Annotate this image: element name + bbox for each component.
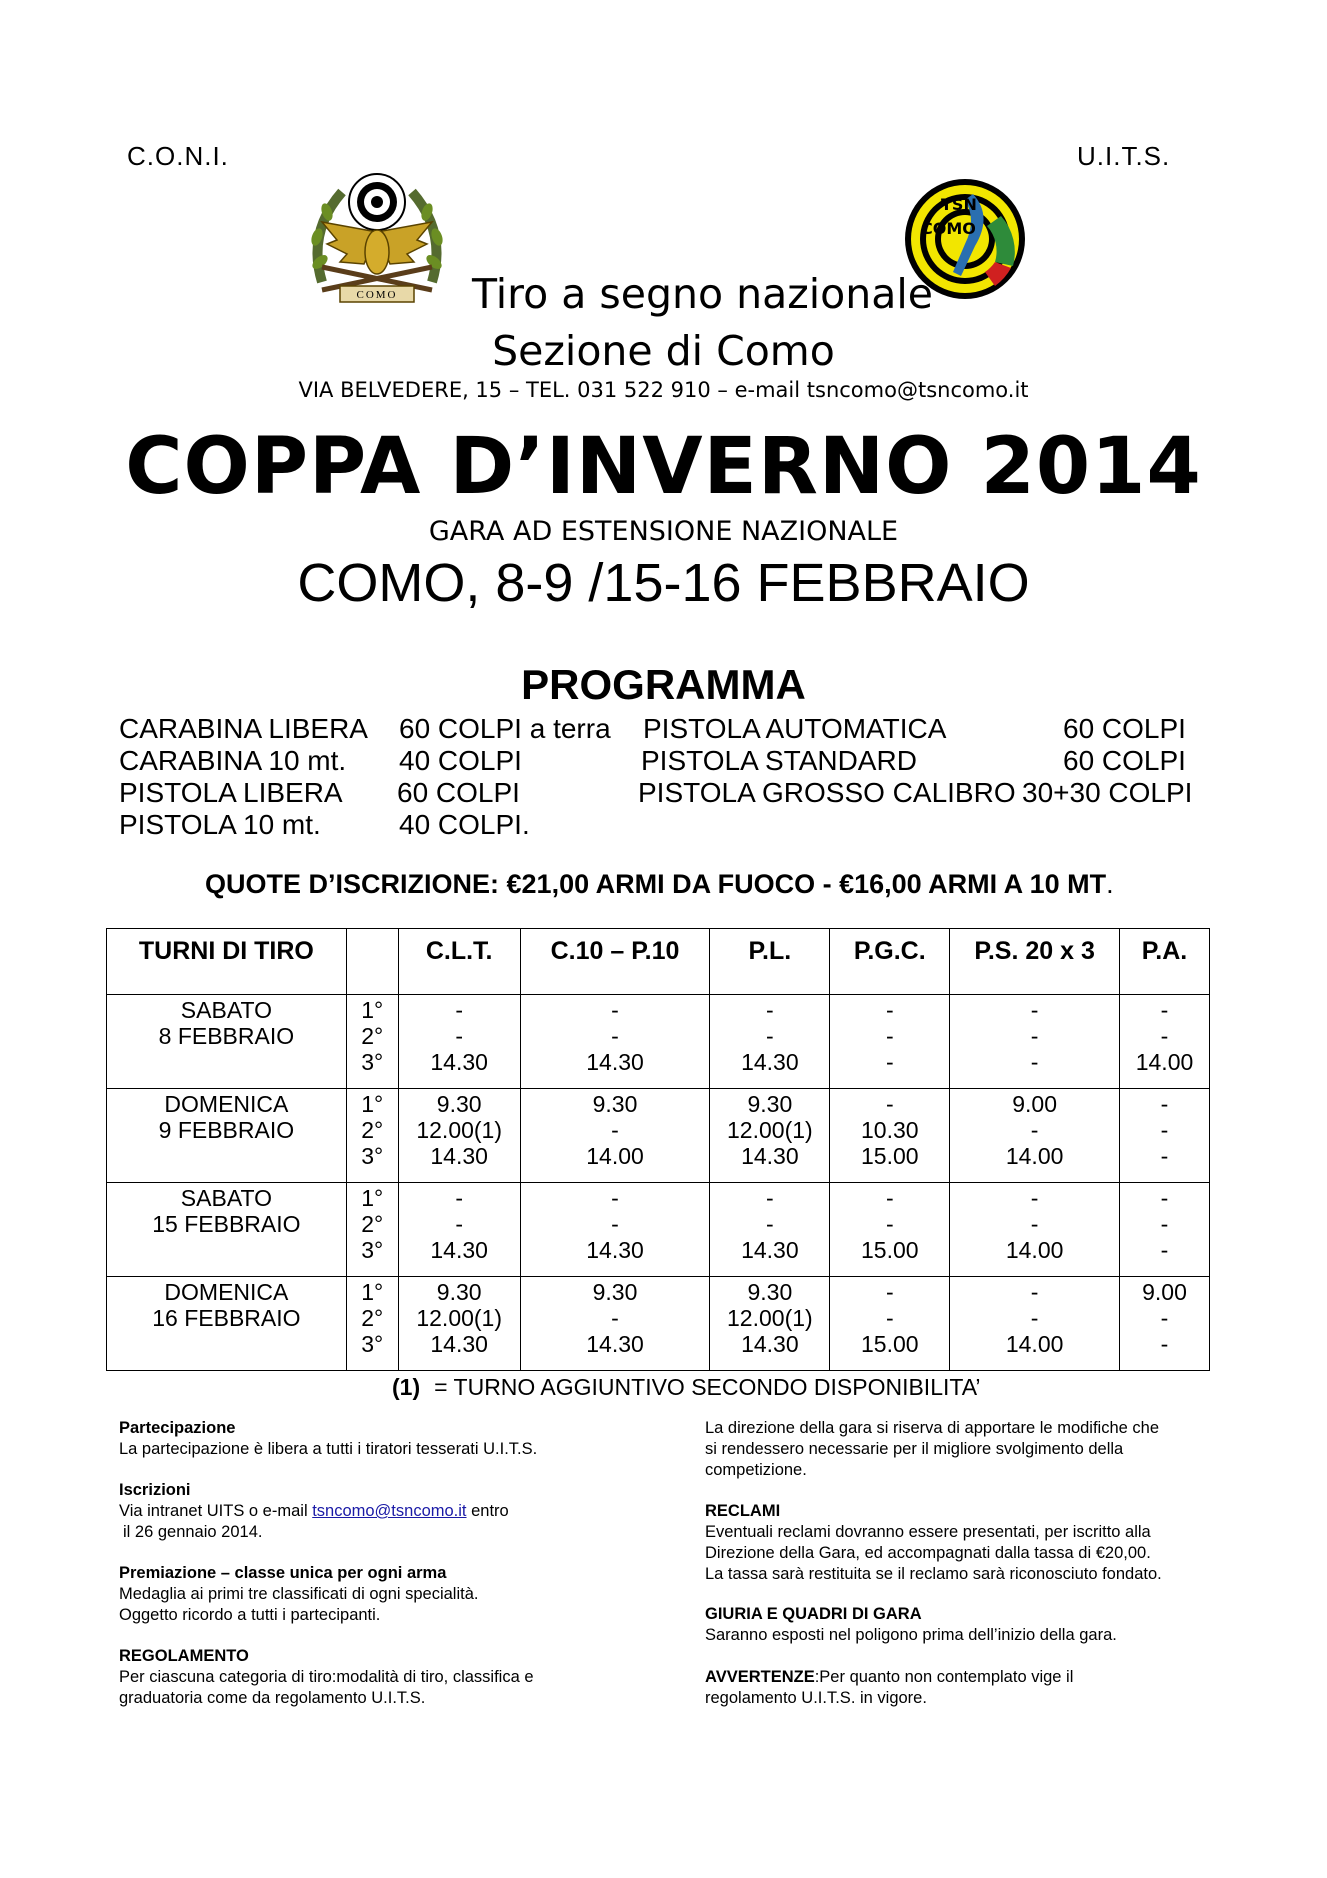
cell-line: 14.30 (741, 1237, 799, 1263)
cell-line: 10.30 (861, 1117, 919, 1143)
section-text: Direzione della Gara, ed accompagnati dalla tassa di €20,00. (705, 1544, 1151, 1562)
cell-line: - (1030, 1185, 1039, 1211)
time-cell (710, 1089, 830, 1183)
programma-heading: PROGRAMMA (521, 661, 806, 708)
cell-line: 15.00 (861, 1331, 919, 1357)
cell-line: - (1160, 1143, 1169, 1169)
cell-line: - (611, 1023, 619, 1049)
time-cell (830, 995, 950, 1089)
program-item-name: CARABINA 10 mt. (119, 745, 347, 776)
fees-end: . (1106, 869, 1114, 899)
time-cell (830, 1183, 950, 1277)
cell-line: 14.00 (1005, 1331, 1064, 1357)
emblem-como-text: COMO (356, 289, 398, 301)
footnote-mark: (1) (392, 1374, 421, 1400)
cell-line: 9 FEBBRAIO (158, 1117, 295, 1143)
cell-line: 3° (361, 1237, 384, 1263)
cell-line: 3° (361, 1049, 384, 1075)
cell-line: - (1160, 1331, 1169, 1357)
turn-index-cell (346, 1277, 398, 1371)
cell-line: 2° (361, 1211, 384, 1237)
header-pa: P.A. (1120, 929, 1210, 995)
cell-line: - (1160, 1185, 1169, 1211)
uits-label: U.I.T.S. (1077, 141, 1171, 171)
time-cell (710, 995, 830, 1089)
cell-line: - (885, 1211, 894, 1237)
cell-line: 14.30 (741, 1143, 799, 1169)
section-partecipazione (119, 1418, 679, 1460)
header-turn-index (346, 929, 398, 995)
cell-line: - (455, 1211, 464, 1237)
cell-line: 3° (361, 1143, 384, 1169)
section-heading: RECLAMI (705, 1502, 781, 1520)
section-text: il 26 gennaio 2014. (123, 1523, 263, 1541)
cell-line: - (1030, 997, 1039, 1023)
cell-line: 14.30 (430, 1331, 488, 1357)
section-iscrizioni (119, 1480, 679, 1543)
section-regolamento (119, 1646, 679, 1709)
cell-line: - (1160, 1091, 1169, 1117)
cell-line: - (1030, 1211, 1039, 1237)
program-item-name: PISTOLA AUTOMATICA (643, 713, 947, 744)
cell-line: 14.30 (586, 1331, 644, 1357)
section-text: Per ciascuna categoria di tiro:modalità di tiro, classifica e (119, 1668, 534, 1686)
cell-line: 16 FEBBRAIO (152, 1305, 301, 1331)
time-cell (520, 995, 710, 1089)
program-item-name: PISTOLA STANDARD (641, 745, 917, 776)
coni-label: C.O.N.I. (127, 141, 229, 171)
fees-text: €21,00 ARMI DA FUOCO - €16,00 ARMI A 10 MT (499, 869, 1107, 899)
section-reclami (705, 1501, 1265, 1585)
section-text: competizione. (705, 1461, 807, 1479)
cell-line: - (611, 997, 619, 1023)
section-text: La tassa sarà restituita se il reclamo sarà riconosciuto fondato. (705, 1565, 1162, 1583)
cell-line: - (1160, 1117, 1169, 1143)
section-heading: Premiazione – classe unica per ogni arma (119, 1564, 447, 1582)
cell-line: 12.00(1) (416, 1117, 503, 1143)
cell-line: 2° (361, 1305, 384, 1331)
table-row (107, 1277, 1210, 1371)
time-cell (398, 1089, 520, 1183)
org-name-line1: Tiro a segno nazionale (472, 270, 933, 318)
cell-line: 15 FEBBRAIO (152, 1211, 301, 1237)
cell-line: 14.30 (430, 1143, 488, 1169)
program-item-name: PISTOLA 10 mt. (119, 809, 321, 840)
header-ps: P.S. 20 x 3 (950, 929, 1120, 995)
cell-line: 14.00 (586, 1143, 644, 1169)
cell-line: 3° (361, 1331, 384, 1357)
fees-label: QUOTE D’ISCRIZIONE: (205, 869, 500, 899)
section-text: Saranno esposti nel poligono prima dell’inizio della gara. (705, 1626, 1117, 1644)
program-item-shots: 60 COLPI a terra (399, 713, 611, 744)
cell-line: 12.00(1) (416, 1305, 503, 1331)
cell-line: 9.30 (592, 1279, 638, 1305)
cell-line: - (1030, 1305, 1039, 1331)
time-cell (1120, 1277, 1210, 1371)
cell-line: 9.00 (1012, 1091, 1057, 1117)
section-text: regolamento U.I.T.S. in vigore. (705, 1689, 927, 1707)
cell-line: 1° (361, 997, 384, 1023)
cell-line: 14.30 (430, 1237, 488, 1263)
time-cell (950, 1277, 1120, 1371)
program-item-shots: 60 COLPI (1063, 713, 1186, 744)
time-cell (398, 1277, 520, 1371)
table-row (107, 1183, 1210, 1277)
cell-line: - (1030, 1049, 1039, 1075)
time-cell (1120, 995, 1210, 1089)
table-row (107, 1089, 1210, 1183)
org-name-line2: Sezione di Como (492, 327, 835, 375)
cell-line: - (455, 1185, 464, 1211)
time-cell (520, 1089, 710, 1183)
time-cell (520, 1183, 710, 1277)
program-item-shots: 30+30 COLPI (1022, 777, 1193, 808)
cell-line: 14.00 (1005, 1143, 1064, 1169)
cell-line: - (455, 997, 464, 1023)
day-cell (107, 995, 347, 1089)
event-dates: COMO, 8-9 /15-16 FEBBRAIO (297, 553, 1030, 613)
cell-line: - (1030, 1117, 1039, 1143)
turn-index-cell (346, 1183, 398, 1277)
program-item-shots: 60 COLPI (1063, 745, 1186, 776)
time-cell (830, 1089, 950, 1183)
turn-index-cell (346, 995, 398, 1089)
cell-line: 14.30 (741, 1331, 799, 1357)
time-cell (830, 1277, 950, 1371)
day-cell (107, 1277, 347, 1371)
footnote-text: = TURNO AGGIUNTIVO SECONDO DISPONIBILITA’ (434, 1374, 981, 1400)
time-cell (398, 995, 520, 1089)
section-heading: Iscrizioni (119, 1481, 191, 1499)
table-row (107, 995, 1210, 1089)
cell-line: 9.00 (1142, 1279, 1187, 1305)
cell-line: 14.00 (1135, 1049, 1194, 1075)
cell-line: 15.00 (861, 1237, 919, 1263)
cell-line: 1° (361, 1185, 384, 1211)
cell-line: DOMENICA (164, 1091, 289, 1117)
time-cell (1120, 1089, 1210, 1183)
section-text: :Per quanto non contemplato vige il (814, 1668, 1074, 1686)
cell-line: 12.00(1) (727, 1117, 813, 1143)
header-clt: C.L.T. (398, 929, 520, 995)
section-premiazione (119, 1563, 679, 1626)
cell-line: 9.30 (747, 1279, 793, 1305)
cell-line: - (611, 1117, 619, 1143)
cell-line: - (885, 997, 894, 1023)
header-pgc: P.G.C. (830, 929, 950, 995)
event-subtitle: GARA AD ESTENSIONE NAZIONALE (428, 516, 899, 547)
cell-line: DOMENICA (164, 1279, 289, 1305)
cell-line: - (611, 1211, 619, 1237)
schedule-table (106, 928, 1210, 1371)
cell-line: - (766, 1185, 774, 1211)
cell-line: 15.00 (861, 1143, 919, 1169)
section-heading: AVVERTENZE (705, 1668, 815, 1686)
program-item-name: CARABINA LIBERA (119, 713, 368, 744)
cell-line: - (766, 1023, 774, 1049)
program-item-shots: 40 COLPI (399, 745, 522, 776)
program-item-name: PISTOLA GROSSO CALIBRO (638, 777, 1016, 808)
cell-line: - (885, 1049, 894, 1075)
section-heading: Partecipazione (119, 1419, 236, 1437)
table-header-row (107, 929, 1210, 995)
cell-line: - (1030, 1279, 1039, 1305)
section-text: La direzione della gara si riserva di apportare le modifiche che (705, 1419, 1159, 1437)
section-text: entro (466, 1502, 509, 1520)
event-title: COPPA D’INVERNO 2014 (125, 422, 1202, 512)
cell-line: - (1160, 1237, 1169, 1263)
section-text: graduatoria come da regolamento U.I.T.S. (119, 1689, 426, 1707)
svg-text:COMO: COMO (921, 219, 976, 238)
cell-line: 14.30 (741, 1049, 799, 1075)
day-cell (107, 1089, 347, 1183)
cell-line: - (1160, 1305, 1169, 1331)
cell-line: - (885, 1279, 894, 1305)
fees-line (205, 869, 1114, 900)
time-cell (950, 1089, 1120, 1183)
email-link[interactable]: tsncomo@tsncomo.it (312, 1502, 467, 1520)
time-cell (710, 1277, 830, 1371)
header-turni: TURNI DI TIRO (107, 929, 347, 995)
section-direzione (705, 1418, 1265, 1481)
section-text: La partecipazione è libera a tutti i tiratori tesserati U.I.T.S. (119, 1440, 538, 1458)
coni-como-emblem-logo (302, 172, 452, 308)
cell-line: 9.30 (436, 1091, 482, 1117)
cell-line: 9.30 (436, 1279, 482, 1305)
cell-line: - (1160, 1023, 1169, 1049)
time-cell (950, 995, 1120, 1089)
address-line: VIA BELVEDERE, 15 – TEL. 031 522 910 – e-mail tsncomo@tsncomo.it (298, 378, 1029, 402)
program-item-name: PISTOLA LIBERA (119, 777, 343, 808)
cell-line: 1° (361, 1091, 384, 1117)
tsn-logo-text: TSN (941, 195, 977, 214)
cell-line: SABATO (180, 997, 272, 1023)
cell-line: - (885, 1305, 894, 1331)
cell-line: SABATO (180, 1185, 272, 1211)
cell-line: - (1030, 1023, 1039, 1049)
cell-line: 14.30 (430, 1049, 488, 1075)
cell-line: - (766, 1211, 774, 1237)
cell-line: - (1160, 997, 1169, 1023)
turn-index-cell (346, 1089, 398, 1183)
time-cell (398, 1183, 520, 1277)
cell-line: 14.30 (586, 1049, 644, 1075)
table-footnote (392, 1374, 980, 1401)
section-heading: REGOLAMENTO (119, 1647, 249, 1665)
section-text: Medaglia ai primi tre classificati di ogni specialità. (119, 1585, 479, 1603)
header-c10-p10: C.10 – P.10 (520, 929, 710, 995)
cell-line: - (885, 1091, 894, 1117)
cell-line: - (766, 997, 774, 1023)
cell-line: - (611, 1185, 619, 1211)
cell-line: - (1160, 1211, 1169, 1237)
time-cell (950, 1183, 1120, 1277)
cell-line: 14.00 (1005, 1237, 1064, 1263)
cell-line: 9.30 (592, 1091, 638, 1117)
section-text: Via intranet UITS o e-mail (119, 1502, 313, 1520)
header-pl: P.L. (710, 929, 830, 995)
program-item-shots: 40 COLPI. (399, 809, 530, 840)
time-cell (1120, 1183, 1210, 1277)
time-cell (520, 1277, 710, 1371)
program-item-shots: 60 COLPI (397, 777, 520, 808)
cell-line: - (455, 1023, 464, 1049)
time-cell (710, 1183, 830, 1277)
section-giuria (705, 1604, 1265, 1646)
section-heading: GIURIA E QUADRI DI GARA (705, 1605, 922, 1623)
cell-line: 8 FEBBRAIO (158, 1023, 295, 1049)
cell-line: 14.30 (586, 1237, 644, 1263)
cell-line: 12.00(1) (727, 1305, 813, 1331)
day-cell (107, 1183, 347, 1277)
section-text: Oggetto ricordo a tutti i partecipanti. (119, 1606, 381, 1624)
section-avvertenze (705, 1667, 1265, 1709)
section-text: si rendessero necessarie per il migliore svolgimento della (705, 1440, 1124, 1458)
cell-line: 1° (361, 1279, 384, 1305)
cell-line: - (611, 1305, 619, 1331)
cell-line: - (885, 1023, 894, 1049)
section-text: Eventuali reclami dovranno essere presentati, per iscritto alla (705, 1523, 1151, 1541)
cell-line: - (885, 1185, 894, 1211)
cell-line: 2° (361, 1023, 384, 1049)
cell-line: 9.30 (747, 1091, 793, 1117)
cell-line: 2° (361, 1117, 384, 1143)
